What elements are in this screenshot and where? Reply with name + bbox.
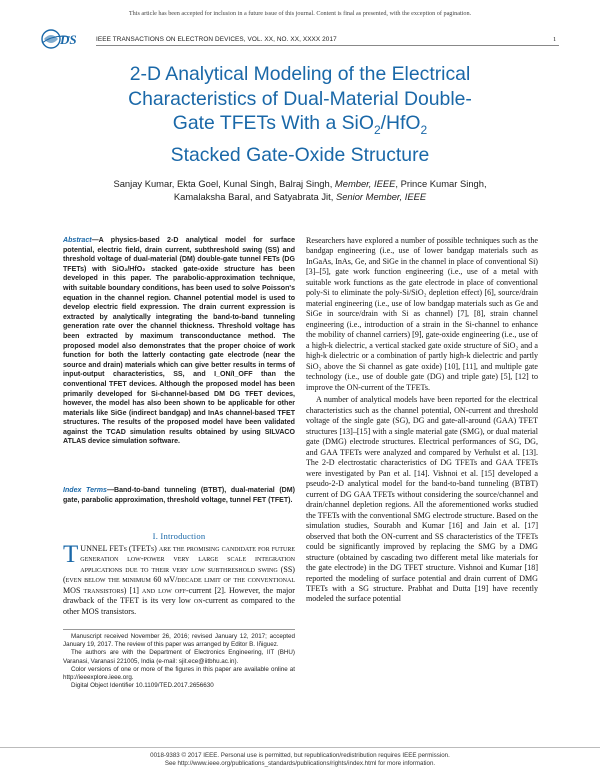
right-column	[306, 236, 538, 605]
body-paragraph: Researchers have explored a number of possible techniques such as the bandgap engineering (i.e., use of lower bandgap materials such as InGaAs, InAs, Ge, and SiGe in the channel in place of conventional Si) [3]–[5], gate work function engineering (i.e., use of a metal with suitable work functions as the gate electrode in place of conventional poly-Si to eliminate the poly-Si/SiO₂ depletion effect) [6], source/drain material engineering (i.e., use of low bandgap materials such as Ge and SiGe in source/drain with Si as channel) [7], [8], strain channel engineering (i.e., introduction of a strain in the Si-channel to enhance the mobility of channel carriers) [9], gate-oxide engineering (i.e., use of a high-k dielectric, a vertical stacked gate oxide structure of SiO₂ and a high-k dielectric or a combination of partly high-k dielectric and partly SiO₂ above the Si channel as gate oxide) [10], [11], and multiple gate technology (i.e., use of double gate (DG) and triple gate) [5], [12] to improve the ON-current of the TFETs.	[306, 236, 538, 392]
paper-title: 2-D Analytical Modeling of the Electrical Characteristics of Dual-Material Double- Gate TFETs With a SiO$_2$/HfO$_2$ Stacked Gate-Oxide Structure	[128, 63, 472, 166]
abstract-text: —A physics-based 2-D analytical model for surface potential, electric field, drain current, subthreshold swing (SS) and threshold voltage of dual-material (DM) double-gate tunnel FETs (DG TFETs) with SiO₂/HfO₂ stacked gate-oxide structure has been developed in this paper. The parabolic-approximation technique, with suitable boundary conditions, has been used to solve Poisson's equation in the channel region. Channel potential model is used to develop electric field expression. The drain current expression is extracted by analytically integrating the band-to-band tunneling generation rate over the channel thickness. Threshold voltage has been extracted by maximum transconductance method. The proposed model also demonstrates that the proper choice of work function for both the latterly contacting gate electrode (near the source and drain) materials which can give better results in terms of input-output characteristics, SS, and I_ON/I_OFF than the conventional TFET devices. Although the proposed model has been primarily developed for Si-channel-based DM DG TFET devices, however, the model has also been shown to be applicable for other materials like SiGe (indirect bandgap) and InAs channel-based TFET structures. The results of the proposed model have been validated against the TCAD simulation results obtained by using SILVACO ATLAS device simulation software.	[63, 237, 295, 446]
body-paragraph: A number of analytical models have been reported for the electrical characteristics such as the channel potential, ON-current and threshold voltage of the single gate (SG), DG and gate-all-around (GAA) TFET structures [13]–[15] with a single material gate (SMG), or dual material gate (DMG) electrode structures. Electrical performances of SG, DG, and GAA TFETs were analyzed and compared by Verhulst et al. [13]. The 2-D electrostatic characteristics of DG TFETs and GAA TFETs were investigated by Pan et al. [14]. Vishnoi et al. [15] developed a pseudo-2-D analytical model for the band-to-band tunneling (BTBT) current of DG GAA TFETs without considering the source/channel and drain/channel depletion regions. All the aforementioned works studied the TFETs with the conventional SMG electrode structure. Based on the simulation studies, Sourabh and Kumar [16] and Jain et al. [17] observed that both the ON-current and SS characteristics of the TFETs could be significantly improved by replacing the SMG by a DMG structure (obtained by cascading two different metal like materials for the gate electrode) in the DG TFET structure. Vishnoi and Kumar [18] reported the modeling of surface potential and drain current of DMG TFETs with a SG structure. Prabhat and Dutta [19] have recently modeled the surface potential	[306, 395, 538, 604]
journal-header: IEEE TRANSACTIONS ON ELECTRON DEVICES, VOL. XX, NO. XX, XXXX 2017	[96, 36, 337, 43]
footnote-doi: Digital Object Identifier 10.1109/TED.2017.2656630	[71, 682, 214, 690]
footer-rule	[0, 747, 600, 748]
index-terms	[63, 486, 295, 505]
index-terms-label: Index Terms	[63, 487, 107, 494]
author-list: Sanjay Kumar, Ekta Goel, Kunal Singh, Balraj Singh, Member, IEEE, Prince Kumar Singh, Kamalaksha Baral, and Satyabrata Jit, Senior Member, IEEE	[113, 178, 487, 202]
top-note: This article has been accepted for inclusion in a future issue of this journal. Content is final as presented, with the exception of pagination.	[128, 10, 472, 17]
footnote-separator	[63, 629, 295, 630]
page-number: 1	[553, 36, 557, 43]
drop-cap: T	[63, 541, 79, 568]
copyright-notice: 0018-9383 © 2017 IEEE. Personal use is permitted, but republication/redistribution requires IEEE permission. See http://www.ieee.org/publications_standards/publications/rights/index.html for more information.	[150, 752, 450, 767]
footnote-affiliation: The authors are with the Department of Electronics Engineering, IIT (BHU) Varanasi, Varanasi 221005, India (e-mail: sjit.ece@iitbhu.ac.in).	[63, 649, 295, 665]
footnote-color: Color versions of one or more of the figures in this paper are available online at http://ieeexplore.ieee.org.	[63, 665, 295, 682]
ieee-eds-logo-icon	[40, 28, 82, 50]
svg-text:DS: DS	[60, 32, 77, 47]
intro-paragraph: TUNNEL FETs (TFETs) are the promising candidate for future generation low-power very large scale integration applications due to their very low subthreshold swing (SS) (even below the minimum 60 mV/decade limit of the conventional MOS transistors) [1] and low off-current [2]. However, the major drawback of the TFET is its very low on-current as compared to the other MOS transistors.	[63, 541, 295, 616]
index-terms-text: —Band-to-band tunneling (BTBT), dual-material (DM) gate, parabolic approximation, threshold voltage, tunnel FET (TFET).	[63, 487, 295, 504]
abstract	[63, 236, 295, 447]
footnotes	[63, 633, 295, 690]
abstract-label: Abstract	[63, 237, 92, 244]
section-heading: I. Introduction	[152, 531, 206, 541]
header-rule	[96, 45, 559, 46]
footnote-received: Manuscript received November 26, 2016; revised January 12, 2017; accepted January 19, 2017. The review of this paper was arranged by Editor B. Iñiguez.	[63, 633, 295, 649]
